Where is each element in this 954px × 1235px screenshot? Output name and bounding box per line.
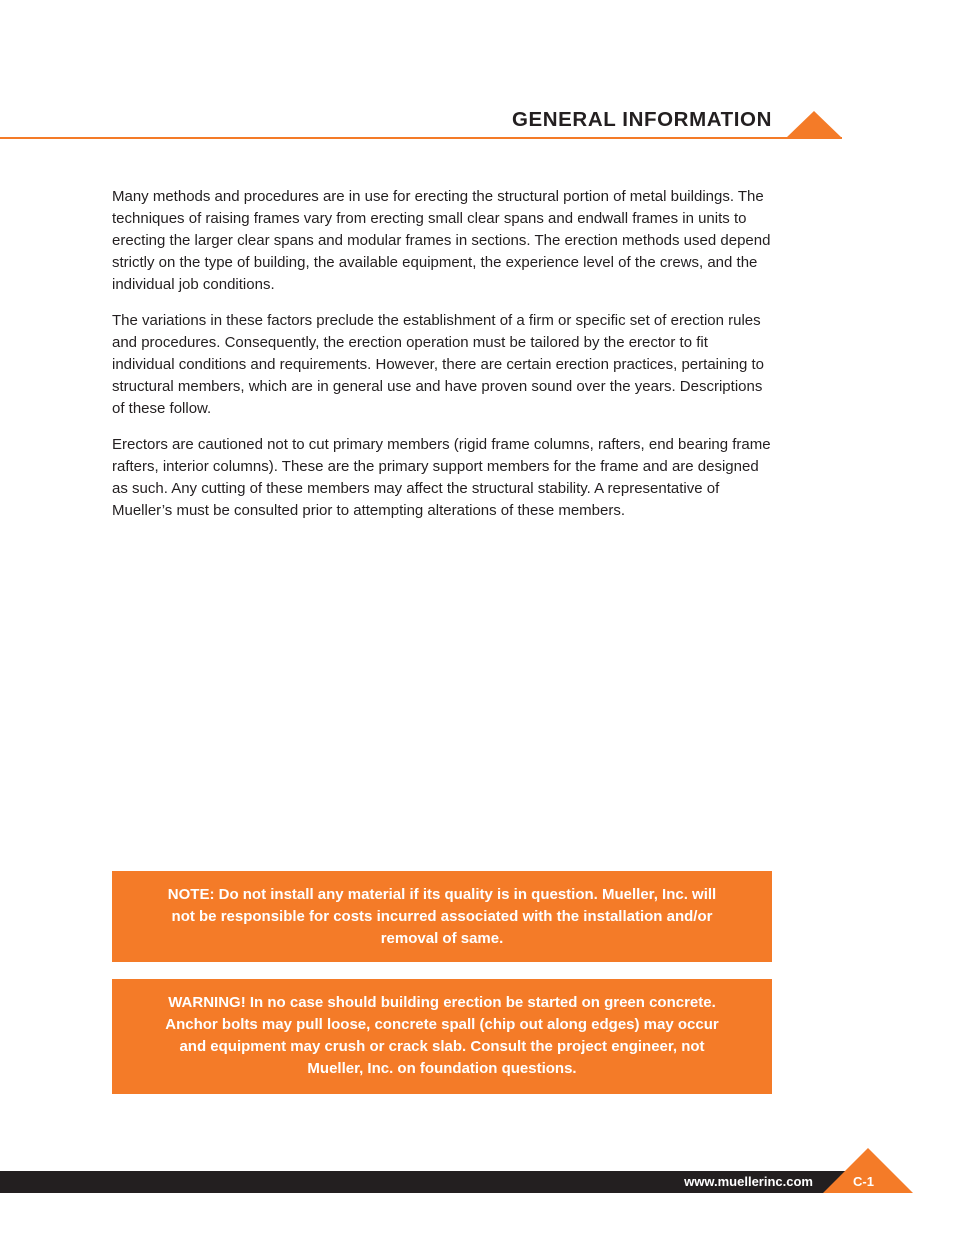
note-callout	[112, 871, 772, 962]
page-number: C-1	[853, 1174, 874, 1189]
footer-website-link[interactable]: www.muellerinc.com	[684, 1174, 813, 1189]
header-triangle-decoration	[786, 111, 842, 138]
note-text: NOTE: Do not install any material if its quality is in question. Mueller, Inc. will not be responsible for costs incurred associated with the installation and/or removal of same.	[167, 886, 717, 947]
page-title: GENERAL INFORMATION	[511, 108, 772, 131]
warning-callout	[112, 979, 772, 1094]
paragraph-variations: The variations in these factors preclude the establishment of a firm or specific set of erection rules and procedures. Consequently, the erection operation must be tailored by the erector to fit individual conditions and requirements. However, there are certain erection practices, pertaining to structural members, which are in general use and have proven sound over the years. Descriptions of these follow.	[112, 312, 765, 417]
paragraph-primary-members-caution: Erectors are cautioned not to cut primary members (rigid frame columns, rafters, end bearing frame rafters, interior columns). These are the primary support members for the frame and are designed as such. Any cutting of these members may affect the structural stability. A representative of Mueller’s must be consulted prior to attempting alterations of these members.	[112, 436, 771, 519]
warning-text: WARNING! In no case should building erection be started on green concrete. Anchor bolts may pull loose, concrete spall (chip out along edges) may occur and equipment may crush or crack slab. Consult the project engineer, not Mueller, Inc. on foundation questions.	[165, 994, 719, 1077]
header-rule	[0, 137, 842, 139]
body-text	[112, 186, 772, 536]
paragraph-erection-methods: Many methods and procedures are in use for erecting the structural portion of metal buildings. The techniques of raising frames vary from erecting small clear spans and endwall frames in units to erecting the larger clear spans and modular frames in sections. The erection methods used depend strictly on the type of building, the available equipment, the experience level of the crews, and the individual job conditions.	[112, 188, 771, 293]
